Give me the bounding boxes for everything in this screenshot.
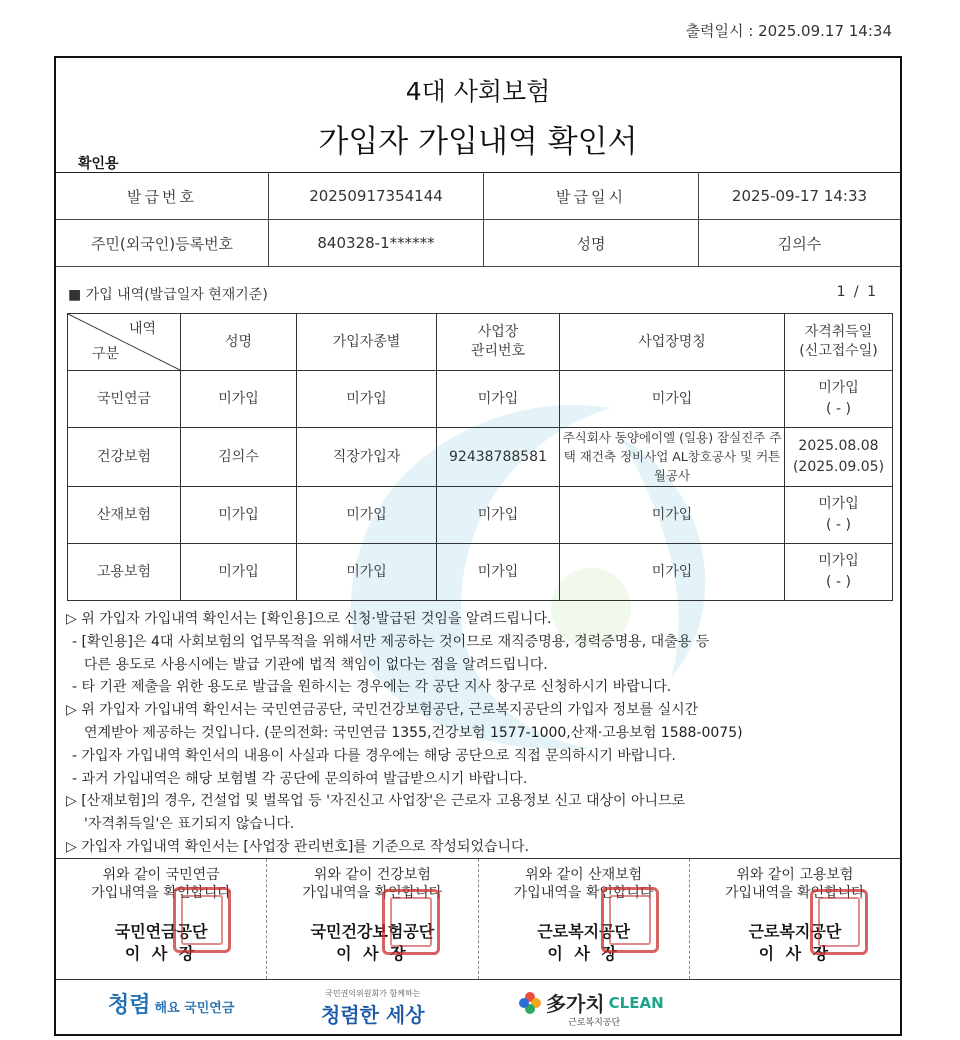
row-kind: 국민연금: [68, 371, 181, 428]
logo1-main: 청렴: [108, 992, 151, 1018]
issue-date: 2025-09-17 14:33: [699, 173, 901, 220]
sig-line1: 위와 같이 국민연금: [102, 867, 220, 883]
note-line: - 가입자 가입내역 확인서의 내용이 사실과 다를 경우에는 해당 공단으로 직접 문의하시기 바랍니다.: [72, 747, 676, 764]
sig-line2: 가입내역을 확인합니다: [513, 885, 654, 901]
rrn-label: 주민(외국인)등록번호: [56, 220, 269, 267]
note-line: 다른 용도로 사용시에는 발급 기관에 법적 책임이 없다는 점을 알려드립니다.: [84, 656, 548, 673]
sig-org: 근로복지공단: [537, 922, 630, 941]
title-line1: 4대 사회보험: [405, 77, 551, 106]
note-line: ▷ [산재보험]의 경우, 건설업 및 벌목업 등 '자진신고 사업장'은 근로자 고용정보 신고 대상이 아니므로: [66, 793, 686, 810]
row-acq: [785, 544, 893, 601]
sig-title: 이 사 장: [758, 944, 832, 963]
note-line: ▷ 위 가입자 가입내역 확인서는 국민연금공단, 국민건강보험공단, 근로복지공단의 가입자 정보를 실시간: [66, 702, 699, 719]
sig-title: 이 사 장: [336, 944, 409, 963]
clean-logo: [518, 988, 664, 1028]
header-category: 구분: [92, 346, 120, 363]
sig-org: 근로복지공단: [748, 922, 842, 941]
row-kind: 산재보험: [68, 487, 181, 544]
row-type: 미가입: [297, 487, 437, 544]
table-row: [68, 487, 893, 544]
logo3-main: 多가치: [546, 992, 605, 1016]
header-type: 가입자종별: [297, 314, 437, 371]
note-line: ▷ 위 가입자 가입내역 확인서는 [확인용]으로 신청·발급된 것임을 알려드립니다.: [66, 611, 552, 627]
signature-employment: [690, 859, 900, 979]
confirm-label: 확인용: [78, 156, 119, 172]
header-acq-line1: 자격취득일: [804, 324, 873, 341]
header-biz-no: [437, 314, 560, 371]
note-line: ▷ 가입자 가입내역 확인서는 [사업장 관리번호]를 기준으로 작성되었습니다.: [66, 838, 530, 855]
history-heading: ■ 가입 내역(발급일자 현재기준): [68, 287, 268, 303]
row-acq: [785, 371, 893, 428]
seal-stamp-icon: [601, 887, 659, 953]
row-type: 미가입: [297, 371, 437, 428]
header-biz-no-line2: 관리번호: [470, 343, 526, 359]
certificate-document: [54, 56, 902, 1036]
sig-line2: 가입내역을 확인합니다: [725, 885, 865, 901]
sig-line1: 위와 같이 산재보험: [525, 867, 643, 883]
logo1-sub: 해요 국민연금: [154, 1001, 235, 1016]
diagonal-header-cell: [68, 314, 181, 371]
row-biz-name: 주식회사 동양에이엘 (일용) 잠실진주 주택 재건축 정비사업 AL창호공사 및 커튼월공사: [560, 428, 785, 487]
sig-line1: 위와 같이 건강보험: [313, 867, 431, 883]
sig-line2: 가입내역을 확인합니다: [91, 885, 231, 901]
sig-line2: 가입내역을 확인합니다: [302, 885, 443, 901]
rrn-value: 840328-1******: [269, 220, 484, 267]
signature-pension: [56, 859, 267, 979]
sig-org: 국민연금공단: [114, 922, 208, 941]
row-biz-no: 미가입: [437, 487, 560, 544]
header-acq-line2: (신고접수일): [799, 343, 878, 359]
seal-stamp-icon: [810, 889, 868, 955]
logo-row: [56, 980, 900, 1036]
logo3-clean: CLEAN: [608, 993, 664, 1012]
header-biz-name: 사업장명칭: [560, 314, 785, 371]
header-name: 성명: [181, 314, 297, 371]
sig-title: 이 사 장: [124, 944, 198, 963]
seal-stamp-icon: [382, 889, 440, 955]
sig-line1: 위와 같이 고용보험: [736, 867, 854, 883]
header-acq-date: [785, 314, 893, 371]
history-table: [67, 313, 893, 601]
row-acq-sub: ( - ): [826, 401, 851, 417]
row-biz-name: 미가입: [560, 487, 785, 544]
sig-org: 국민건강보험공단: [310, 922, 435, 941]
row-acq-date: 미가입: [818, 553, 859, 570]
signature-industrial: [479, 859, 690, 979]
row-name: 미가입: [181, 544, 297, 601]
logo2-main: 청렴한 세상: [321, 1003, 425, 1027]
note-line: - 과거 가입내역은 해당 보험별 각 공단에 문의하여 발급받으시기 바랍니다.: [72, 770, 528, 787]
diagonal-line: [68, 314, 180, 370]
logo2-top: 국민권익위원회가 함께하는: [325, 989, 421, 998]
issue-no: 20250917354144: [269, 173, 484, 220]
table-row: [68, 544, 893, 601]
row-name: 미가입: [181, 371, 297, 428]
row-acq-sub: ( - ): [826, 574, 851, 591]
seal-stamp-icon: [173, 887, 231, 953]
sig-title: 이 사 장: [547, 944, 620, 963]
row-biz-no: 미가입: [437, 371, 560, 428]
table-row: [68, 371, 893, 428]
row-acq-date: 2025.08.08: [798, 438, 879, 455]
table-row: [68, 428, 893, 487]
signature-row: [56, 858, 900, 980]
title-line2: 가입자 가입내역 확인서: [318, 124, 638, 160]
note-line: - [확인용]은 4대 사회보험의 업무목적을 위해서만 제공하는 것이므로 재직증명용, 경력증명용, 대출용 등: [72, 633, 710, 650]
row-acq-sub: (2025.09.05): [792, 459, 885, 476]
note-line: 연계받아 제공하는 것입니다. (문의전화: 국민연금 1355,건강보험 1577-1000,산재·고용보험 1588-0075): [84, 724, 743, 741]
issue-date-label: 발급일시: [484, 173, 699, 220]
name-value: 김의수: [699, 220, 901, 267]
row-name: 김의수: [181, 428, 297, 487]
logo3-org: 근로복지공단: [568, 1018, 621, 1028]
row-type: 미가입: [297, 544, 437, 601]
row-biz-no: 미가입: [437, 544, 560, 601]
row-acq: [785, 428, 893, 487]
row-acq: [785, 487, 893, 544]
print-time: 출력일시 : 2025.09.17 14:34: [685, 22, 892, 40]
row-kind: 고용보험: [68, 544, 181, 601]
notes-section: [66, 608, 896, 859]
row-acq-date: 미가입: [818, 496, 859, 513]
name-label: 성명: [484, 220, 699, 267]
row-name: 미가입: [181, 487, 297, 544]
row-type: 직장가입자: [297, 428, 437, 487]
note-line: - 타 기관 제출을 위한 용도로 발급을 원하시는 경우에는 각 공단 지사 창구로 신청하시기 바랍니다.: [72, 679, 672, 696]
issue-no-label: 발급번호: [56, 173, 269, 220]
integrity-world-logo: [321, 988, 425, 1028]
signature-health: [267, 859, 478, 979]
issue-info-table: [56, 172, 900, 267]
header-biz-no-line1: 사업장: [477, 324, 519, 341]
row-biz-name: 미가입: [560, 371, 785, 428]
page-indicator: 1 / 1: [836, 284, 878, 300]
row-kind: 건강보험: [68, 428, 181, 487]
row-biz-name: 미가입: [560, 544, 785, 601]
row-acq-date: 미가입: [818, 380, 859, 396]
header-detail: 내역: [128, 321, 156, 337]
integrity-pension-logo: [108, 988, 234, 1019]
row-acq-sub: ( - ): [826, 517, 851, 534]
flower-mark-icon: [518, 991, 542, 1015]
note-line: '자격취득일'은 표기되지 않습니다.: [84, 816, 295, 833]
history-header-row: [68, 314, 893, 371]
row-biz-no: 92438788581: [437, 428, 560, 487]
